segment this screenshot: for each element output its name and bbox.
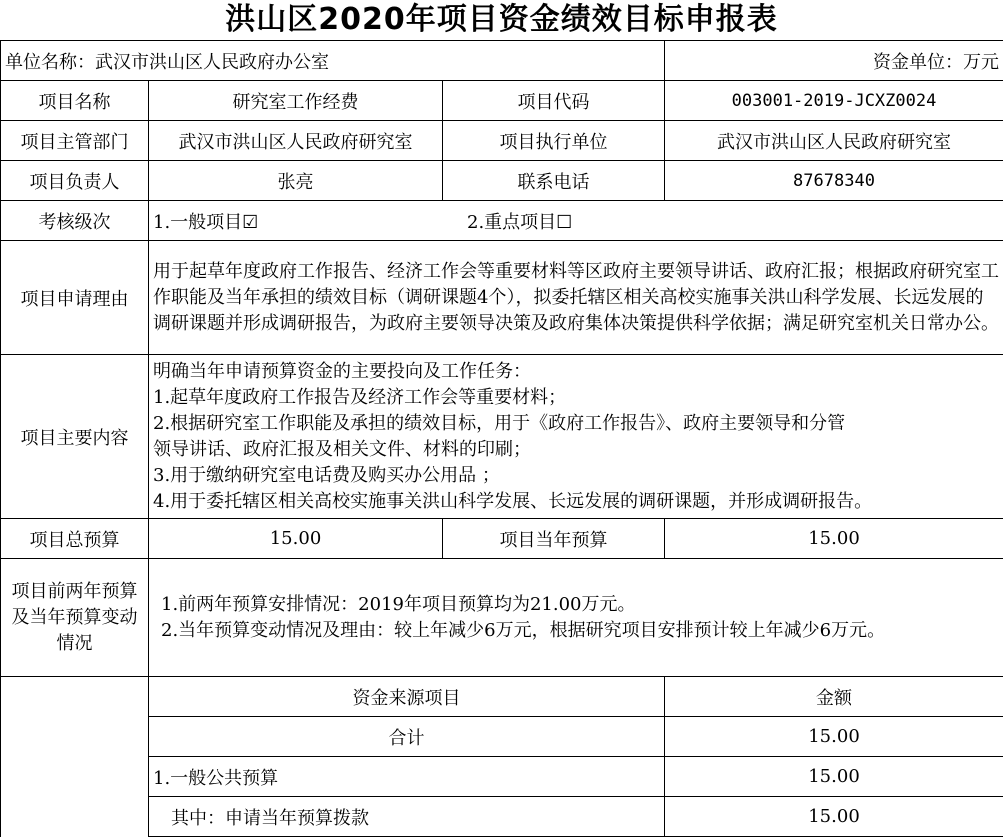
unit-row: [1, 41, 1003, 81]
funding-amount-total: 15.00: [665, 717, 1003, 757]
level-label: 考核级次: [1, 201, 149, 241]
content-line-4: 3.用于缴纳研究室电话费及购买办公用品 ；: [153, 463, 999, 489]
dept-label: 项目主管部门: [1, 121, 149, 161]
project-code-label: 项目代码: [443, 81, 665, 121]
funding-amount-current: 15.00: [665, 797, 1003, 837]
unit-label: 单位名称：: [5, 52, 95, 73]
level-options-cell: [149, 201, 1003, 241]
change-line-1: 1.前两年预算安排情况：2019年项目预算均为21.00万元。: [153, 592, 999, 618]
funding-amount-header: 金额: [665, 677, 1003, 717]
budget-form-table: [0, 40, 1003, 837]
funding-source-total: 合计: [149, 717, 665, 757]
funding-source-header: 资金来源项目: [149, 677, 665, 717]
content-line-2: 2.根据研究室工作职能及承担的绩效目标，用于《政府工作报告》、政府主要领导和分管: [153, 411, 999, 437]
reason-label: 项目申请理由: [1, 241, 149, 355]
total-budget-label: 项目总预算: [1, 519, 149, 559]
funding-row: [1, 757, 1003, 797]
content-line-5: 4.用于委托辖区相关高校实施事关洪山科学发展、长远发展的调研课题，并形成调研报告。: [153, 489, 999, 515]
project-dept-row: [1, 121, 1003, 161]
level-option-general[interactable]: 1.一般项目☑: [153, 208, 467, 234]
exec-value: 武汉市洪山区人民政府研究室: [665, 121, 1003, 161]
phone-label: 联系电话: [443, 161, 665, 201]
change-line-2: 2.当年预算变动情况及理由：较上年减少6万元，根据研究项目安排预计较上年减少6万元。: [153, 618, 999, 644]
project-owner-row: [1, 161, 1003, 201]
content-row: [1, 355, 1003, 519]
funding-blank-cell: [1, 677, 149, 837]
page-title: 洪山区2020年项目资金绩效目标申报表: [0, 0, 1003, 40]
reason-row: [1, 241, 1003, 355]
project-code-value: 003001-2019-JCXZ0024: [665, 81, 1003, 121]
project-name-value: 研究室工作经费: [149, 81, 443, 121]
funding-amount-general: 15.00: [665, 757, 1003, 797]
project-name-label: 项目名称: [1, 81, 149, 121]
level-row: [1, 201, 1003, 241]
funding-source-current: 其中：申请当年预算拨款: [149, 797, 665, 837]
funding-source-general: 1.一般公共预算: [149, 757, 665, 797]
reason-text: 用于起草年度政府工作报告、经济工作会等重要材料等区政府主要领导讲话、政府汇报；根据政府研究室工作职能及当年承担的绩效目标（调研课题4个），拟委托辖区相关高校实施事关洪山科学发展、长远发展的调研课题并形成调研报告，为政府主要领导决策及政府集体决策提供科学依据；满足研究室机关日常办公。: [153, 259, 999, 337]
content-line-1: 1.起草年度政府工作报告及经济工作会等重要材料；: [153, 385, 999, 411]
change-label-line3: 情况: [5, 631, 144, 657]
content-text-cell: [149, 355, 1003, 519]
budget-row: [1, 519, 1003, 559]
content-line-3: 领导讲话、政府汇报及相关文件、材料的印刷；: [153, 437, 999, 463]
change-row: [1, 559, 1003, 677]
phone-value: 87678340: [665, 161, 1003, 201]
money-unit-cell: [665, 41, 1003, 81]
change-label-line1: 项目前两年预算: [5, 579, 144, 605]
owner-label: 项目负责人: [1, 161, 149, 201]
change-label-line2: 及当年预算变动: [5, 605, 144, 631]
funding-row: [1, 717, 1003, 757]
dept-value: 武汉市洪山区人民政府研究室: [149, 121, 443, 161]
content-label: 项目主要内容: [1, 355, 149, 519]
money-unit: 资金单位：万元: [873, 52, 999, 73]
reason-text-cell: [149, 241, 1003, 355]
owner-value: 张亮: [149, 161, 443, 201]
unit-name-cell: [1, 41, 665, 81]
change-text-cell: [149, 559, 1003, 677]
total-budget-value: 15.00: [149, 519, 443, 559]
level-option-key[interactable]: 2.重点项目☐: [467, 212, 572, 233]
year-budget-label: 项目当年预算: [443, 519, 665, 559]
funding-row: [1, 797, 1003, 837]
unit-value: 武汉市洪山区人民政府办公室: [95, 52, 329, 73]
change-label-cell: [1, 559, 149, 677]
year-budget-value: 15.00: [665, 519, 1003, 559]
project-name-row: [1, 81, 1003, 121]
content-line-0: 明确当年申请预算资金的主要投向及工作任务：: [153, 359, 999, 385]
exec-label: 项目执行单位: [443, 121, 665, 161]
funding-header-row: [1, 677, 1003, 717]
